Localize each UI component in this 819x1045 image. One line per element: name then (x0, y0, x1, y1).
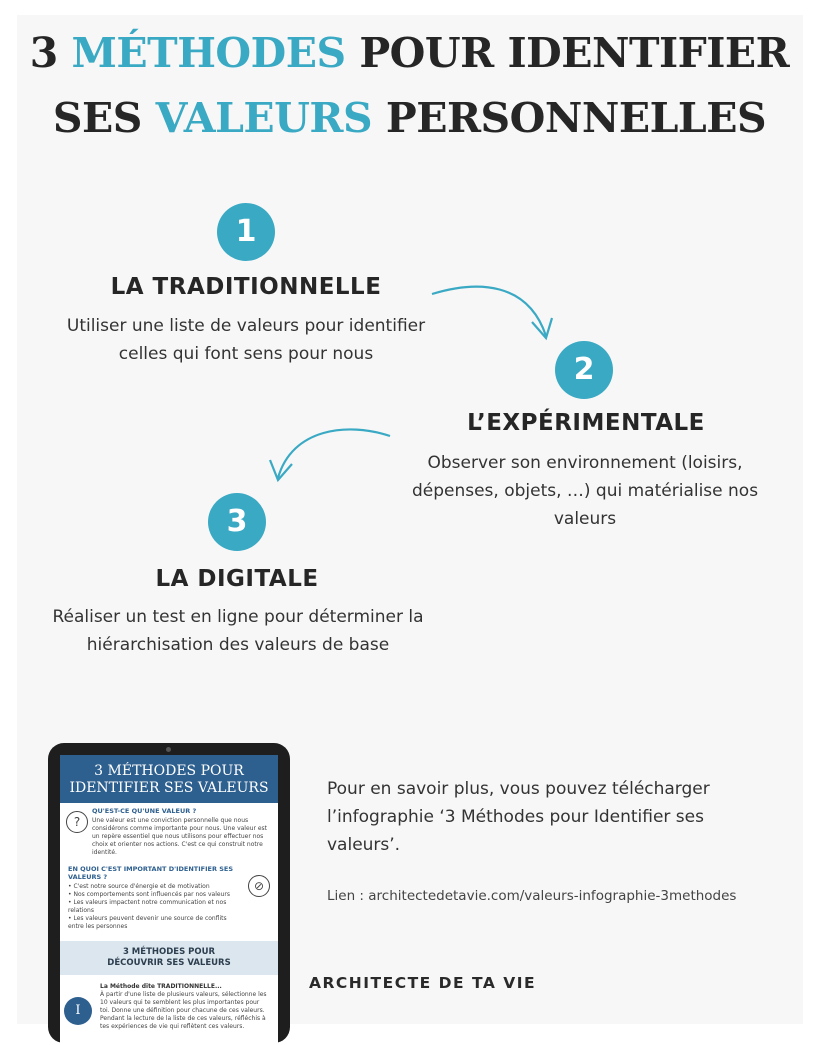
tablet-doc-title: 3 MÉTHODES POUR IDENTIFIER SES VALEURS (60, 755, 278, 803)
method-1-number-badge: 1 (217, 203, 275, 261)
tablet-q1-text: Une valeur est une conviction personnelle que nous considérons comme importante pour nous. Une valeur est un repère essentiel que nous utilisons pour effectuer nos choix et orienter nos actions. C'est ce qui construit notre identité. (92, 817, 268, 856)
method-3-description: Réaliser un test en ligne pour déterminer la hiérarchisation des valeurs de base (52, 607, 424, 655)
compass-icon: ⊘ (248, 875, 270, 897)
curved-arrow-left-icon (268, 422, 394, 484)
tablet-screen (60, 755, 278, 1045)
method-2-description: Observer son environnement (loisirs, dépenses, objets, …) qui matérialise nos valeurs (411, 453, 759, 529)
tablet-method-number: I (64, 997, 92, 1025)
method-3-heading: LA DIGITALE (155, 566, 319, 592)
tablet-q1-heading: QU'EST-CE QU'UNE VALEUR ? (92, 807, 197, 815)
infographic-link[interactable]: Lien : architectedetavie.com/valeurs-infographie-3methodes (327, 888, 737, 904)
tablet-preview (48, 743, 290, 1043)
tablet-q2-list: • C'est notre source d'énergie et de motivation • Nos comportements sont influencés par nos valeurs • Les valeurs impactent notre communication et nos relations • Les valeurs peuvent devenir une source de conflits entre les personnes (68, 883, 230, 930)
page-title-line-2: SES VALEURS PERSONNELLES (52, 94, 767, 142)
method-3-number-badge: 3 (208, 493, 266, 551)
tablet-method-title: La Méthode dite TRADITIONNELLE... (100, 983, 222, 990)
method-2-heading: L’EXPÉRIMENTALE (467, 410, 705, 436)
method-1-heading: LA TRADITIONNELLE (110, 274, 382, 300)
question-icon: ? (66, 811, 88, 833)
tablet-section-what (60, 803, 278, 861)
tablet-methods-band: 3 MÉTHODES POUR DÉCOUVRIR SES VALEURS (60, 941, 278, 975)
brand-name: ARCHITECTE DE TA VIE (309, 974, 537, 992)
curved-arrow-right-icon (428, 278, 558, 348)
method-2-number-badge: 2 (555, 341, 613, 399)
tablet-q2-heading: EN QUOI C'EST IMPORTANT D'IDENTIFIER SES VALEURS ? (68, 865, 234, 881)
tablet-method-text: À partir d'une liste de plusieurs valeurs, sélectionne les 10 valeurs qui te semblent les plus importantes pour toi. Donne une définition pour chacune de ces valeurs. Pendant la lecture de la liste de ces valeurs, réfléchis à tes expériences de vie qui reflètent ces valeurs. (100, 991, 267, 1030)
method-1-description: Utiliser une liste de valeurs pour identifier celles qui font sens pour nous (66, 316, 426, 364)
download-info-text: Pour en savoir plus, vous pouvez télécharger l’infographie ‘3 Méthodes pour Identifier ses valeurs’. (327, 779, 710, 855)
tablet-camera (166, 747, 171, 752)
tablet-method-1 (60, 975, 278, 1035)
tablet-section-why (60, 861, 278, 935)
page-title-line-1: 3 MÉTHODES POUR IDENTIFIER (29, 29, 790, 77)
